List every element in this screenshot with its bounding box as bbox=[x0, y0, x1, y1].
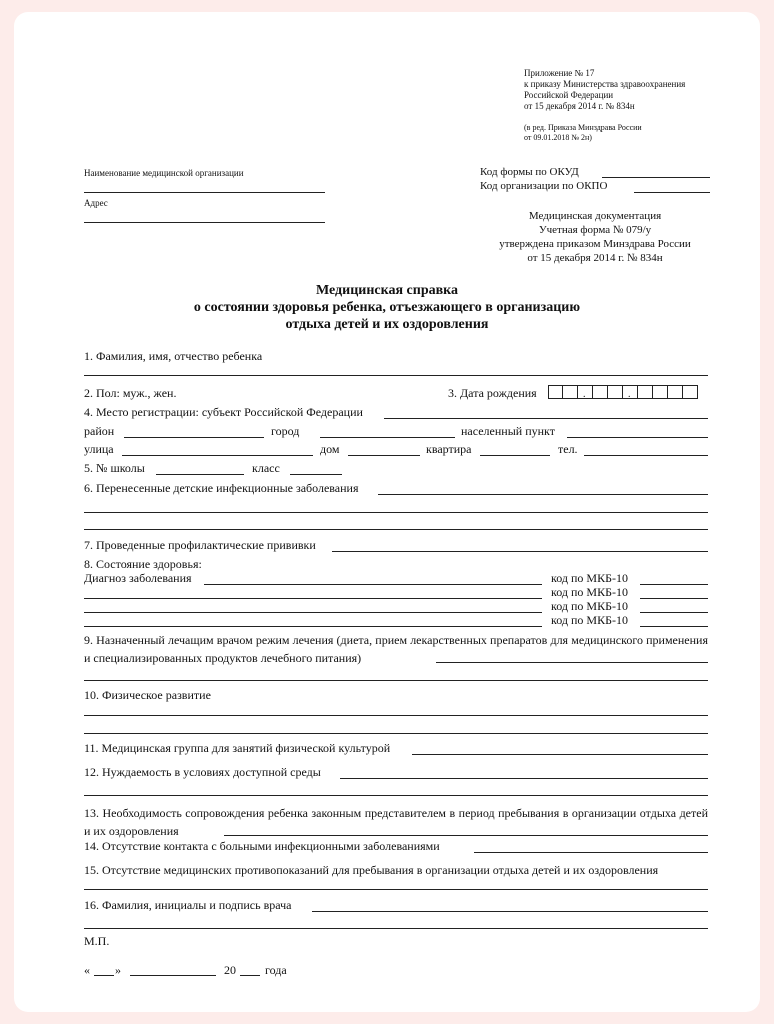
tel-label: тел. bbox=[558, 442, 578, 456]
okud-label: Код формы по ОКУД bbox=[480, 166, 579, 178]
date-day-line[interactable] bbox=[94, 975, 114, 976]
ulica-label: улица bbox=[84, 442, 114, 456]
date-month-line[interactable] bbox=[130, 975, 216, 976]
edition-line-2: от 09.01.2018 № 2н) bbox=[524, 133, 592, 142]
field-7-line[interactable] bbox=[332, 551, 708, 552]
okpo-label: Код организации по ОКПО bbox=[480, 180, 608, 192]
date-quote-open: « bbox=[84, 963, 90, 977]
mkb-label-3: код по МКБ-10 bbox=[551, 599, 628, 613]
field-13-label: 13. Необходимость сопровождения ребенка законным представителем в период пребывания в организации отдыха детей и их оздоровления bbox=[84, 806, 708, 838]
edition-line-1: (в ред. Приказа Минздрава России bbox=[524, 123, 642, 132]
meddoc-line-1: Медицинская документация bbox=[528, 210, 662, 222]
date-cell[interactable] bbox=[653, 385, 668, 399]
field-14-line[interactable] bbox=[474, 852, 708, 853]
mkb-line-2[interactable] bbox=[640, 598, 708, 599]
date-cell[interactable] bbox=[578, 385, 593, 399]
field-4-line[interactable] bbox=[384, 418, 708, 419]
field-11-line[interactable] bbox=[412, 754, 708, 755]
diagnosis-line-4[interactable] bbox=[84, 626, 542, 627]
meddoc-line-4: от 15 декабря 2014 г. № 834н bbox=[527, 252, 663, 264]
kvartira-label: квартира bbox=[426, 442, 472, 456]
rayon-label: район bbox=[84, 424, 115, 438]
title-line-3: отдыха детей и их оздоровления bbox=[285, 317, 489, 332]
field-6-label: 6. Перенесенные детские инфекционные заболевания bbox=[84, 481, 359, 495]
field-15-line[interactable] bbox=[84, 889, 708, 890]
appendix-line-3: Российской Федерации bbox=[524, 90, 614, 100]
school-line[interactable] bbox=[156, 474, 244, 475]
np-label: населенный пункт bbox=[461, 424, 555, 438]
date-cell[interactable] bbox=[593, 385, 608, 399]
mkb-label-4: код по МКБ-10 bbox=[551, 613, 628, 627]
mkb-line-4[interactable] bbox=[640, 626, 708, 627]
date-quote-close: » bbox=[115, 963, 121, 977]
diagnosis-line-3[interactable] bbox=[84, 612, 542, 613]
date-cell[interactable] bbox=[638, 385, 653, 399]
ulica-line[interactable] bbox=[122, 455, 313, 456]
tel-line[interactable] bbox=[584, 455, 708, 456]
date-separator: . bbox=[583, 389, 586, 400]
klass-line[interactable] bbox=[290, 474, 342, 475]
diagnosis-line-2[interactable] bbox=[84, 598, 542, 599]
address-label: Адрес bbox=[84, 198, 108, 208]
mkb-line-1[interactable] bbox=[640, 584, 708, 585]
dom-line[interactable] bbox=[348, 455, 420, 456]
field-16-label: 16. Фамилия, инициалы и подпись врача bbox=[84, 898, 292, 912]
org-name-line[interactable] bbox=[84, 192, 325, 193]
field-16-line-2[interactable] bbox=[84, 928, 708, 929]
mkb-label-2: код по МКБ-10 bbox=[551, 585, 628, 599]
title-line-1: Медицинская справка bbox=[315, 283, 459, 298]
field-12-line-2[interactable] bbox=[84, 795, 708, 796]
field-5-label: 5. № школы bbox=[84, 461, 145, 475]
birthdate-cells[interactable] bbox=[548, 385, 698, 399]
date-year-suffix: года bbox=[265, 963, 287, 977]
field-10-line-1[interactable] bbox=[84, 715, 708, 716]
diagnosis-line-1[interactable] bbox=[204, 584, 542, 585]
field-10-label: 10. Физическое развитие bbox=[84, 688, 211, 702]
date-cell[interactable] bbox=[683, 385, 698, 399]
meddoc-line-3: утверждена приказом Минздрава России bbox=[499, 238, 691, 250]
field-14-label: 14. Отсутствие контакта с больными инфекционными заболеваниями bbox=[84, 839, 440, 853]
field-12-label: 12. Нуждаемость в условиях доступной среды bbox=[84, 765, 321, 779]
kvartira-line[interactable] bbox=[480, 455, 550, 456]
date-cell[interactable] bbox=[623, 385, 638, 399]
np-line[interactable] bbox=[567, 437, 708, 438]
appendix-line-4: от 15 декабря 2014 г. № 834н bbox=[524, 101, 635, 111]
field-3-label: 3. Дата рождения bbox=[448, 386, 537, 400]
field-9-line-1[interactable] bbox=[436, 662, 708, 663]
mkb-label-1: код по МКБ-10 bbox=[551, 571, 628, 585]
address-line[interactable] bbox=[84, 222, 325, 223]
title-line-2: о состоянии здоровья ребенка, отъезжающего в организацию bbox=[193, 300, 581, 315]
okud-line[interactable] bbox=[602, 177, 710, 178]
gorod-line[interactable] bbox=[320, 437, 455, 438]
form-sheet bbox=[14, 12, 760, 1012]
appendix-line-2: к приказу Министерства здравоохранения bbox=[524, 79, 686, 89]
mkb-line-3[interactable] bbox=[640, 612, 708, 613]
field-7-label: 7. Проведенные профилактические прививки bbox=[84, 538, 316, 552]
dom-label: дом bbox=[320, 442, 340, 456]
meddoc-line-2: Учетная форма № 079/у bbox=[538, 224, 652, 236]
field-9-label: 9. Назначенный лечащим врачом режим лечения (диета, прием лекарственных препаратов для медицинского применения и специализированных продуктов лечебного питания) bbox=[84, 633, 708, 665]
field-1-label: 1. Фамилия, имя, отчество ребенка bbox=[84, 349, 263, 363]
date-cell[interactable] bbox=[668, 385, 683, 399]
field-4-label: 4. Место регистрации: субъект Российской Федерации bbox=[84, 405, 363, 419]
date-year-prefix: 20 bbox=[224, 963, 236, 977]
field-16-line-1[interactable] bbox=[312, 911, 708, 912]
appendix-line-1: Приложение № 17 bbox=[524, 68, 595, 78]
field-6-line-2[interactable] bbox=[84, 512, 708, 513]
field-9-line-2[interactable] bbox=[84, 680, 708, 681]
klass-label: класс bbox=[252, 461, 280, 475]
field-13-line[interactable] bbox=[224, 835, 708, 836]
field-12-line-1[interactable] bbox=[340, 778, 708, 779]
date-separator: . bbox=[628, 389, 631, 400]
okpo-line[interactable] bbox=[634, 192, 710, 193]
rayon-line[interactable] bbox=[124, 437, 264, 438]
field-15-label: 15. Отсутствие медицинских противопоказаний для пребывания в организации отдыха детей и их оздоровления bbox=[84, 863, 659, 877]
org-name-label: Наименование медицинской организации bbox=[84, 168, 244, 178]
field-10-line-2[interactable] bbox=[84, 733, 708, 734]
date-year-line[interactable] bbox=[240, 975, 260, 976]
gorod-label: город bbox=[271, 424, 300, 438]
date-cell[interactable] bbox=[548, 385, 563, 399]
field-1-line[interactable] bbox=[84, 375, 708, 376]
field-6-line-1[interactable] bbox=[378, 494, 708, 495]
diagnosis-label: Диагноз заболевания bbox=[84, 571, 192, 585]
date-cell[interactable] bbox=[563, 385, 578, 399]
field-2-label: 2. Пол: муж., жен. bbox=[84, 386, 177, 400]
stamp-place-label: М.П. bbox=[84, 934, 110, 948]
field-11-label: 11. Медицинская группа для занятий физической культурой bbox=[84, 741, 391, 755]
field-8-label: 8. Состояние здоровья: bbox=[84, 557, 202, 571]
field-6-line-3[interactable] bbox=[84, 529, 708, 530]
date-cell[interactable] bbox=[608, 385, 623, 399]
